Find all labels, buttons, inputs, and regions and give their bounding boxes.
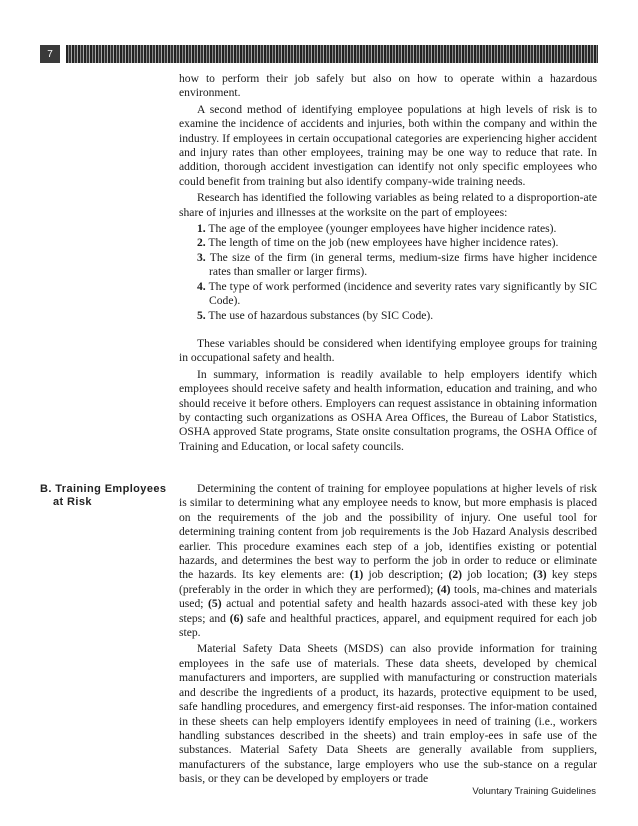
header-bar bbox=[66, 45, 598, 63]
paragraph: Material Safety Data Sheets (MSDS) can also provide information for training employees in the safe use of materials. These data sheets, developed by chemical manufacturers and importers, are supplied with manufacturing or construction materials and describe the ingredients of a product, its hazards, protective equipment to be used, safe handling procedures, and emergency first-aid responses. The infor-mation contained in these sheets can help employers identify employees in need of training (i.e., workers handling substances described in the sheets) and train employ-ees in safe use of the substances. Material Safety Data Sheets are generally available from suppliers, manufacturers of the substance, large employers who use the sub-stance on a regular basis, or they can be developed by employers or trade bbox=[179, 642, 597, 786]
list-number: 3. bbox=[197, 250, 206, 264]
list-item bbox=[197, 222, 597, 236]
list-item bbox=[197, 280, 597, 309]
list-text: The size of the firm (in general terms, medium-size firms have higher incidence rates than smaller or larger firms). bbox=[209, 250, 597, 279]
paragraph: Research has identified the following variables as being related to a disproportion-ate share of injuries and illnesses at the worksite on the part of employees: bbox=[179, 191, 597, 219]
heading-line: B. Training Employees bbox=[40, 483, 167, 495]
list-item bbox=[197, 236, 597, 250]
paragraph: These variables should be considered when identifying employee groups for training in occupational safety and health. bbox=[179, 336, 597, 365]
risk-variables-list bbox=[197, 222, 597, 323]
heading-line: at Risk bbox=[53, 496, 92, 508]
list-number: 2. bbox=[197, 236, 206, 250]
list-text: The use of hazardous substances (by SIC Code). bbox=[208, 308, 434, 322]
element-number: (6) bbox=[229, 611, 244, 625]
section-b-body bbox=[179, 482, 597, 789]
text-run: Determining the content of training for employee populations at higher levels of risk is similar to determining what any employee needs to know, but more emphasis is placed on the requirements of the job and the possibility of injury. One useful tool for determining training content from job requirements is the Job Hazard Analysis described earlier. This procedure examines each step of a job, identifies existing or potential hazards, and determines the best way to perform the job in order to reduce or eliminate the hazards. Its key elements are: bbox=[179, 482, 597, 582]
text-run: key steps (preferably in the order in which they are performed); bbox=[179, 568, 598, 596]
list-number: 1. bbox=[197, 222, 206, 236]
list-item bbox=[197, 251, 597, 280]
section-b-heading bbox=[40, 483, 170, 509]
paragraph: how to perform their job safely but also on how to operate within a hazardous environment. bbox=[179, 72, 597, 100]
list-number: 4. bbox=[197, 279, 206, 293]
element-number: (3) bbox=[533, 568, 547, 582]
paragraph: A second method of identifying employee populations at high levels of risk is to examine the incidence of accidents and injuries, both within the company and within the industry. If employees in certain occupational categories are experiencing higher accident and injury rates than other employees, training may be one way to reduce that rate. In addition, thorough accident investigation can identify not only specific employees who could benefit from training but also identify company-wide training needs. bbox=[179, 102, 597, 188]
element-number: (4) bbox=[436, 582, 451, 596]
text-run: actual and potential safety and health hazards associ-ated with these key job steps; and bbox=[179, 597, 597, 625]
list-text: The type of work performed (incidence and severity rates vary significantly by SIC Code). bbox=[208, 279, 597, 308]
list-text: The age of the employee (younger employees have higher incidence rates). bbox=[208, 222, 557, 236]
element-number: (2) bbox=[448, 568, 463, 582]
footer-title: Voluntary Training Guidelines bbox=[472, 786, 596, 797]
text-run: tools, ma-chines and materials used; bbox=[179, 582, 597, 611]
list-item bbox=[197, 309, 597, 323]
text-run: job location; bbox=[462, 568, 534, 582]
text-run: safe and healthful practices, apparel, and equipment required for each job step. bbox=[179, 611, 597, 640]
text-run: job description; bbox=[363, 568, 449, 582]
element-number: (5) bbox=[208, 597, 222, 611]
paragraph bbox=[179, 482, 597, 640]
page-number: 7 bbox=[40, 45, 60, 63]
element-number: (1) bbox=[349, 568, 364, 582]
paragraph: In summary, information is readily available to help employers identify which employees should receive safety and health information, education and training, and who should receive it before others. Employers can request assistance in obtaining information by contacting such organizations as OSHA Area Offices, the Bureau of Labor Statistics, OSHA approved State programs, State onsite consultation programs, the OSHA Office of Training and Education, or local safety councils. bbox=[179, 367, 597, 453]
list-number: 5. bbox=[197, 308, 206, 322]
list-text: The length of time on the job (new employees have higher incidence rates). bbox=[208, 236, 559, 250]
section-a-body bbox=[179, 72, 597, 456]
